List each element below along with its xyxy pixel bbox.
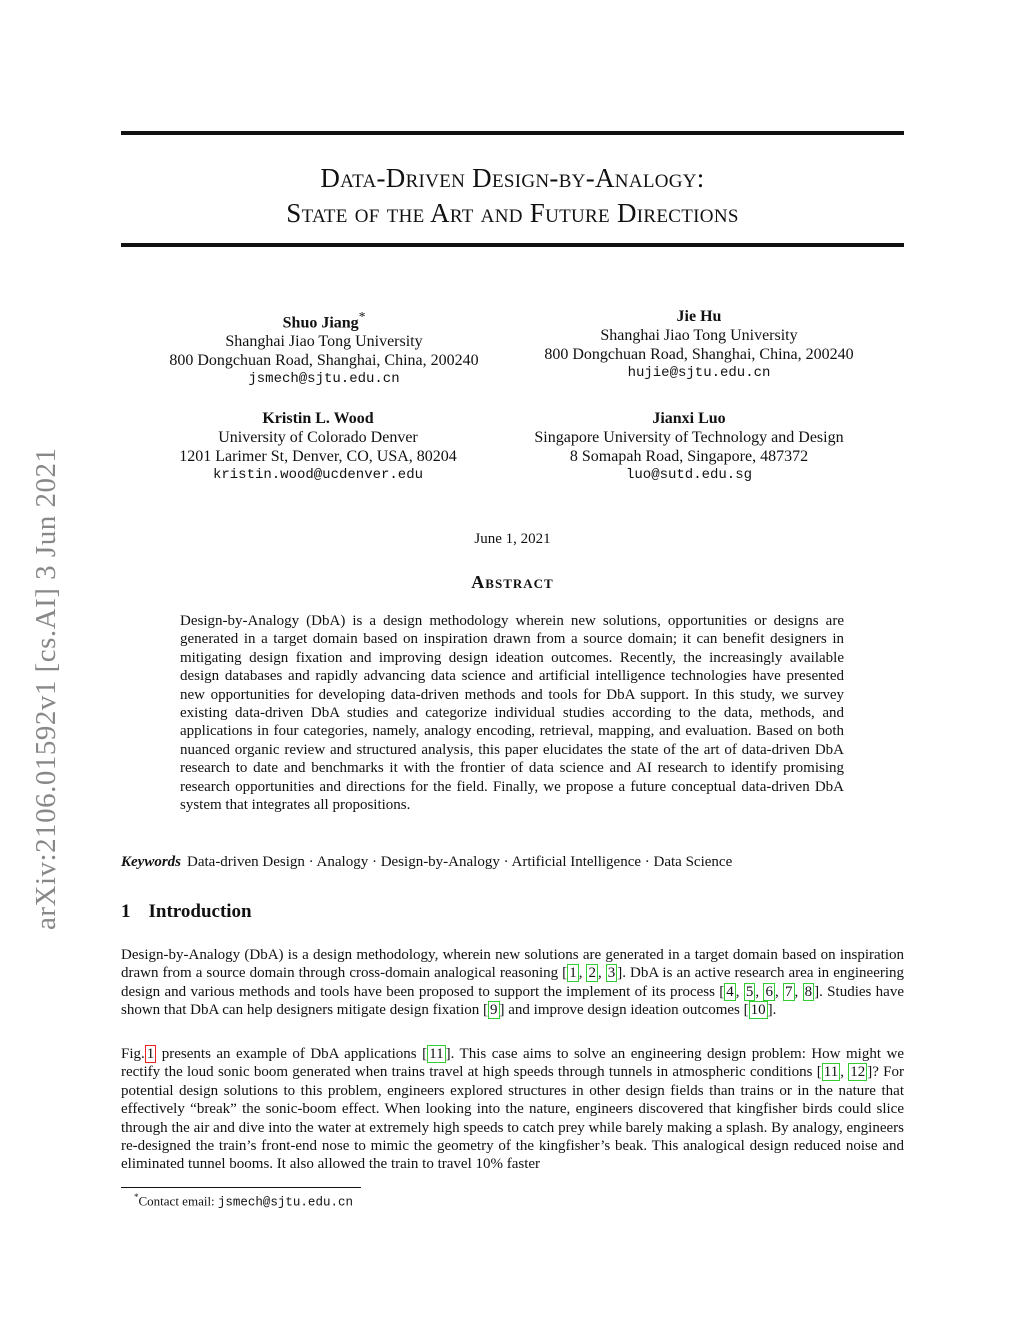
author-affiliation: University of Colorado Denver xyxy=(218,429,418,446)
paragraph-text: presents an example of DbA applications [ xyxy=(156,1046,428,1062)
author-name: Jie Hu xyxy=(676,308,722,325)
citation-link[interactable]: 11 xyxy=(429,1046,444,1062)
paper-title-line-1: Data-Driven Design-by-Analogy: xyxy=(320,163,705,193)
citation-separator: , xyxy=(774,983,784,1000)
paragraph-text: Fig. xyxy=(121,1046,145,1062)
citation-link[interactable]: 7 xyxy=(785,983,793,1000)
keywords-label: Keywords xyxy=(121,854,181,870)
section-heading xyxy=(121,901,252,923)
citation-link[interactable]: 12 xyxy=(850,1064,866,1081)
citation-link[interactable]: 6 xyxy=(765,983,773,1000)
footnote xyxy=(134,1192,353,1209)
author-name: Jianxi Luo xyxy=(652,410,726,427)
citation-link[interactable]: 9 xyxy=(490,1002,498,1019)
abstract-text: Design-by-Analogy (DbA) is a design methodology wherein new solutions, opportunities or designs are generated in a target domain based on inspiration drawn from a source domain; it can benefit designers in mitigating design fixation and improving design ideation outcomes. Recently, the increasingly available design databases and rapidly advancing data science and artificial intelligence technologies have presented new opportunities for developing data-driven methods and tools for DbA support. In this study, we survey existing data-driven DbA studies and categorize individual studies according to the data, methods, and applications in four categories, namely, analogy encoding, retrieval, mapping, and evaluation. Based on both nuanced organic review and structured analysis, this paper elucidates the state of the art of data-driven DbA research to date and benchmarks it with the frontier of data science and AI research to identify promising research opportunities and directions for the field. Finally, we propose a future conceptual data-driven DbA system that integrates all propositions. xyxy=(180,613,844,814)
author-affiliation: Singapore University of Technology and Design xyxy=(534,429,844,446)
citation-link[interactable]: 4 xyxy=(726,983,734,1000)
author-address: 800 Dongchuan Road, Shanghai, China, 200240 xyxy=(544,346,854,363)
paragraph-text: ]. This case aims to solve an engineering design problem: How might we rectify the loud sonic boom generated when trains travel at high speeds through tunnels in atmospheric conditions [ xyxy=(121,1046,904,1081)
title-top-rule xyxy=(121,131,904,135)
citation-link[interactable]: 2 xyxy=(588,965,596,982)
citation-separator: , xyxy=(735,983,744,1000)
author-block-hu xyxy=(509,307,889,383)
citation-link[interactable]: 10 xyxy=(750,1002,766,1019)
author-affiliation: Shanghai Jiao Tong University xyxy=(600,327,798,344)
footnote-email[interactable]: jsmech@sjtu.edu.cn xyxy=(217,1195,353,1210)
author-address: 8 Somapah Road, Singapore, 487372 xyxy=(569,448,809,465)
keywords-line xyxy=(121,854,904,871)
author-mark: * xyxy=(358,309,366,324)
intro-paragraph-2 xyxy=(121,1045,904,1174)
citation-link[interactable]: 3 xyxy=(607,965,616,982)
paper-date: June 1, 2021 xyxy=(474,531,551,547)
citation-link[interactable]: 8 xyxy=(804,983,813,1000)
footnote-label: Contact email: xyxy=(138,1193,218,1209)
paragraph-text: ]. Studies have shown that DbA can help designers mitigate design fixation [ xyxy=(121,983,904,1019)
citation-separator: , xyxy=(597,965,606,982)
footnote-mark: * xyxy=(134,1192,139,1202)
abstract-heading: Abstract xyxy=(471,572,554,592)
arxiv-stamp: arXiv:2106.01592v1 [cs.AI] 3 Jun 2021 xyxy=(30,447,62,930)
footnote-rule xyxy=(121,1187,361,1188)
author-block-wood xyxy=(128,409,508,485)
paragraph-text: ] and improve design ideation outcomes [ xyxy=(499,1002,749,1019)
paragraph-text: Design-by-Analogy (DbA) is a design methodology, wherein new solutions are generated in a target domain based on inspiration drawn from a source domain through cross-domain analogical reasoning [ xyxy=(121,947,904,982)
author-email[interactable]: jsmech@sjtu.edu.cn xyxy=(248,371,400,388)
section-number: 1 xyxy=(121,901,131,922)
citation-link[interactable]: 5 xyxy=(745,983,754,1000)
author-name: Shuo Jiang xyxy=(282,314,359,332)
figure-reference-link[interactable]: 1 xyxy=(146,1046,155,1062)
section-title: Introduction xyxy=(148,901,252,922)
author-address: 800 Dongchuan Road, Shanghai, China, 200240 xyxy=(169,352,479,370)
author-block-luo xyxy=(499,409,879,485)
author-email[interactable]: kristin.wood@ucdenver.edu xyxy=(212,467,424,483)
intro-paragraph-1 xyxy=(121,946,904,1020)
citation-link[interactable]: 11 xyxy=(823,1064,839,1081)
author-email[interactable]: hujie@sjtu.edu.cn xyxy=(627,365,771,381)
paragraph-text: ]? For potential design solutions to this problem, engineers explored structures in other design fields than trains or in the nature that effectively “break” the sonic-boom effect. When looking into the nature, engineers discovered that kingfisher birds could slice through the air and dive into the water at extremely high speeds to catch prey while barely making a splash. By analogy, engineers re-designed the train’s front-end nose to mimic the geometry of the kingfisher’s beak. This analogical design reduced noise and eliminated tunnel booms. It also allowed the train to travel 10% faster xyxy=(121,1064,904,1173)
citation-link[interactable]: 1 xyxy=(569,965,577,982)
author-address: 1201 Larimer St, Denver, CO, USA, 80204 xyxy=(179,448,457,465)
author-name: Kristin L. Wood xyxy=(262,410,374,427)
author-affiliation: Shanghai Jiao Tong University xyxy=(225,333,423,351)
paragraph-text: ]. DbA is an active research area in engineering design and various methods and tools have been proposed to support the implement of its process [ xyxy=(121,965,905,1000)
paragraph-text: ]. xyxy=(767,1002,777,1019)
citation-separator: , xyxy=(578,965,587,982)
paper-title-line-2: State of the Art and Future Directions xyxy=(286,198,739,228)
citation-separator: , xyxy=(755,983,764,1000)
author-block-jiang xyxy=(134,307,514,389)
citation-separator: , xyxy=(840,1064,849,1081)
keywords-text: Data-driven Design · Analogy · Design-by-Analogy · Artificial Intelligence · Data Science xyxy=(187,854,733,870)
citation-separator: , xyxy=(794,983,803,1000)
author-email[interactable]: luo@sutd.edu.sg xyxy=(625,467,753,483)
title-bottom-rule xyxy=(121,243,904,247)
